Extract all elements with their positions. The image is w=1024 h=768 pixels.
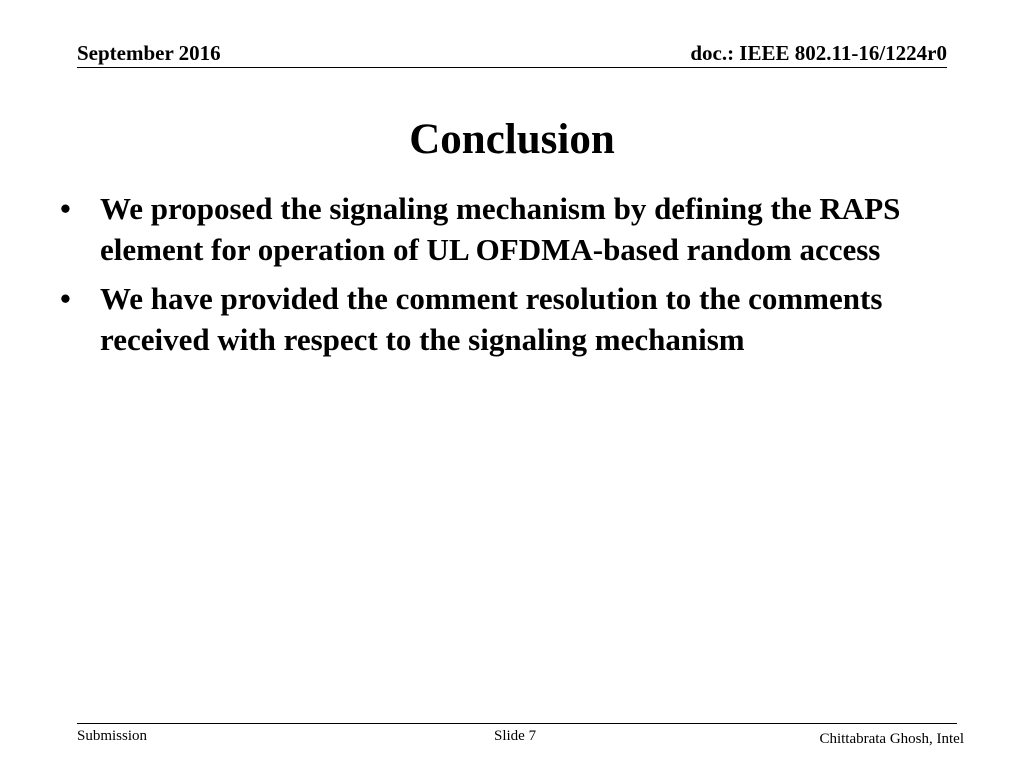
bullet-text: We have provided the comment resolution to the comments received with respect to the signaling mechanism [100, 281, 883, 357]
header-doc-id: doc.: IEEE 802.11-16/1224r0 [690, 41, 947, 65]
bullet-item [60, 188, 980, 270]
footer-divider [77, 723, 957, 724]
bullet-marker: • [60, 281, 71, 316]
footer-submission: Submission [77, 728, 148, 744]
header-date: September 2016 [77, 41, 221, 65]
header-divider [77, 67, 947, 68]
slide-title: Conclusion [409, 116, 615, 163]
bullet-marker: • [60, 191, 71, 226]
bullet-item [60, 278, 980, 360]
footer-slide-number: Slide 7 [494, 728, 537, 744]
bullet-list [60, 188, 980, 368]
footer-author: Chittabrata Ghosh, Intel [819, 731, 964, 747]
bullet-text: We proposed the signaling mechanism by defining the RAPS element for operation of UL OFDMA-based random access [100, 191, 901, 267]
